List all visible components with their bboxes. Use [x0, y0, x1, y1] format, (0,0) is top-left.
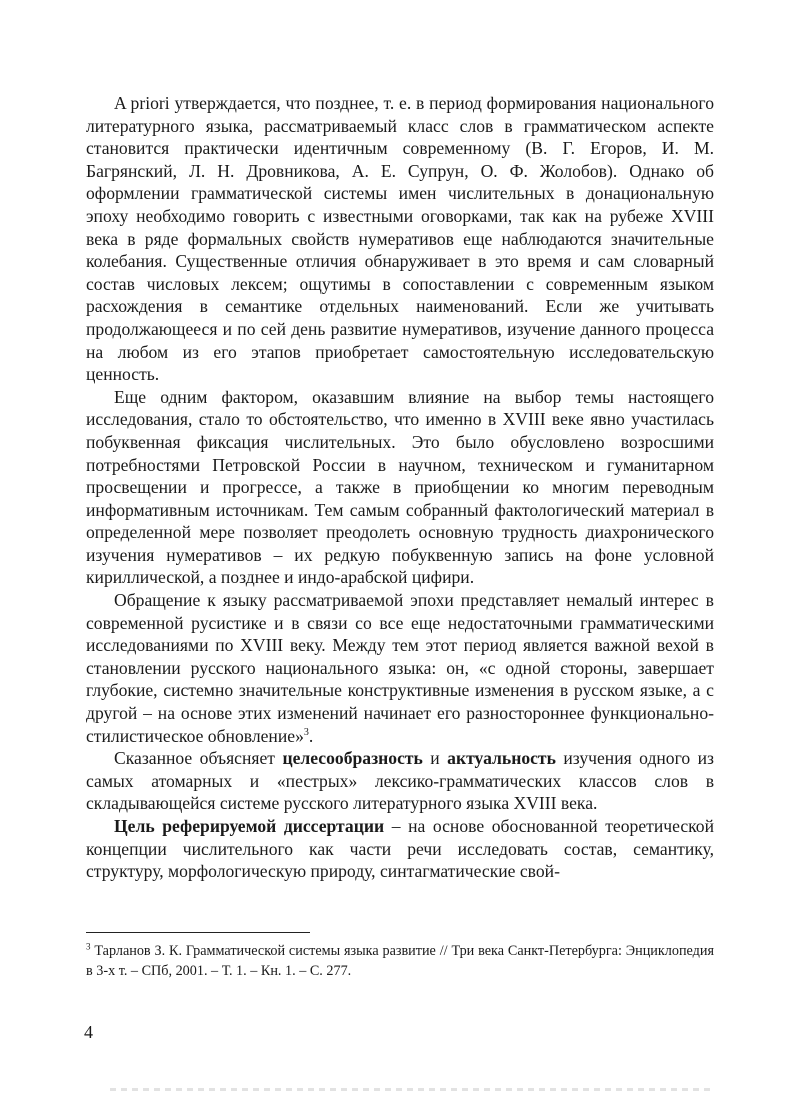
paragraph-text: A priori утверждается, что позднее, т. е. в период формирования национального литературного языка, рассматриваемый класс слов в грамматическом аспекте становится практически идентичным современному (В. Г. Егоров, И. М. Багрянский, Л. Н. Дровникова, А. Е. Супрун, О. Ф. Жолобов). Однако об оформлении грамматической системы имен числительных в донациональную эпоху необходимо говорить с известными оговорками, так как на рубеже XVIII века в ряде формальных свойств нумеративов еще наблюдаются значительные колебания. Существенные отличия обнаруживает в это время и сам словарный состав числовых лексем; ощутимы в сопоставлении с современным языком расхождения в семантике отдельных наименований. Если же учитывать продолжающееся и по сей день развитие нумеративов, изучение данного процесса на любом из его этапов приобретает самостоятельную исследовательскую ценность.: [86, 93, 714, 385]
footnote-reference: 3: [303, 726, 309, 738]
emphasis-text: Цель реферируемой диссертации: [114, 816, 385, 836]
paragraph-text: и: [422, 748, 448, 769]
paragraph-text: Сказанное объясняет: [114, 748, 283, 769]
page-number: 4: [84, 1022, 93, 1042]
paragraph-text: .: [308, 725, 314, 746]
footnote-marker: 3: [86, 941, 91, 952]
paragraph: [86, 815, 714, 883]
footnote-text: Тарланов З. К. Грамматической системы языка развитие // Три века Санкт-Петербурга: Энциклопедия в 3-х т. – СПб, 2001. – Т. 1. – Кн. 1. – С. 277.: [86, 943, 714, 979]
footnote-divider: [86, 932, 310, 933]
paragraph-text: изучения одного из самых атомарных и «пестрых» лексико-грамматических классов слов в складывающейся системе русского литературного языка XVIII века.: [86, 748, 714, 814]
paragraph: [86, 589, 714, 747]
scan-edge-artifact: [110, 1088, 710, 1091]
paragraph: [86, 386, 714, 589]
document-body: [86, 92, 714, 883]
footnote: [86, 942, 714, 981]
paragraph-text: Еще одним фактором, оказавшим влияние на выбор темы настоящего исследования, стало то обстоятельство, что именно в XVIII веке явно участилась побуквенная фиксация числительных. Это было обусловлено возросшими потребностями Петровской России в научном, техническом и гуманитарном просвещении и прогрессе, а также в приобщении ко многим переводным информативным источникам. Тем самым собранный фактологический материал в определенной мере позволяет преодолеть основную трудность диахронического изучения нумеративов – их редкую побуквенную запись на фоне условной кириллической, а позднее и индо-арабской цифири.: [86, 386, 714, 588]
paragraph-text: Обращение к языку рассматриваемой эпохи представляет немалый интерес в современной русистике и в связи со все еще недостаточными грамматическими исследованиями по XVIII веку. Между тем этот период является важной вехой в становлении русского национального языка: он, «с одной стороны, завершает глубокие, системно значительные конструктивные изменения в русском языке, а с другой – на основе этих изменений начинает его разностороннее функционально-стилистическое обновление»: [86, 590, 714, 746]
paragraph: [86, 92, 714, 386]
emphasis-text: целесообразность: [282, 748, 423, 769]
paragraph: [86, 747, 714, 815]
paragraph-text: – на основе обоснованной теоретической концепции числительного как части речи исследовать состав, семантику, структуру, морфологическую природу, синтагматические свой-: [86, 816, 715, 882]
emphasis-text: актуальность: [447, 748, 556, 769]
